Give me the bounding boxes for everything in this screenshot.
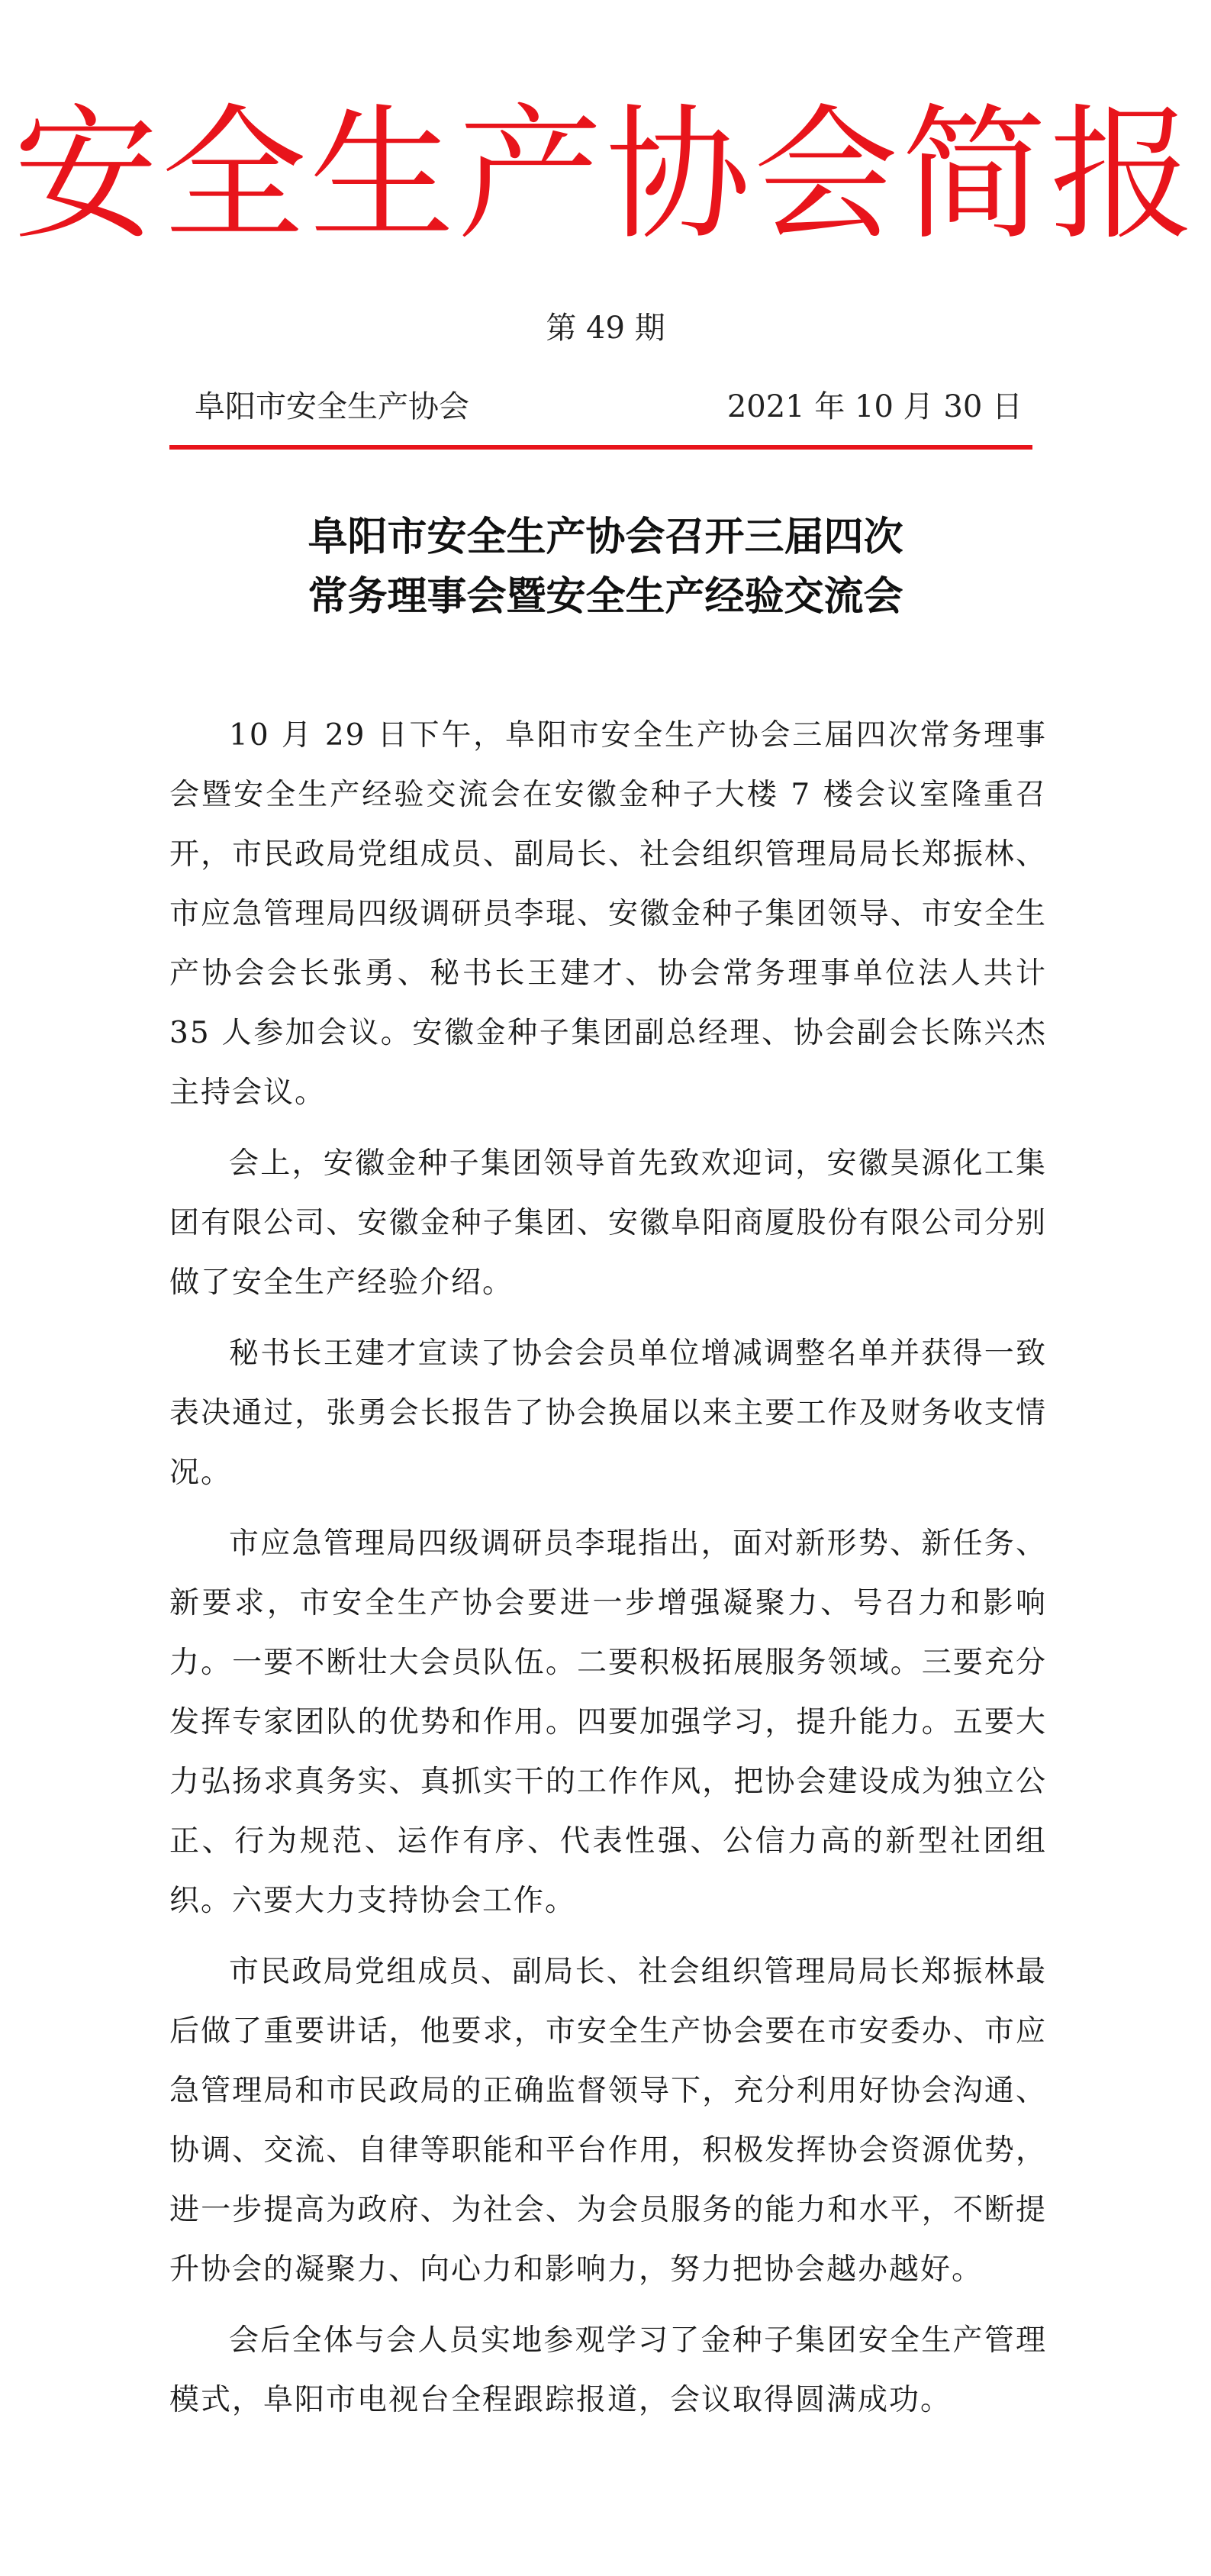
newsletter-masthead-title: 安全生产协会简报	[13, 91, 1198, 260]
issue-number: 第 49 期	[546, 311, 665, 346]
article-paragraph: 会后全体与会人员实地参观学习了金种子集团安全生产管理模式，阜阳市电视台全程跟踪报道，会议取得圆满成功。	[169, 2323, 1047, 2417]
red-divider-line	[169, 445, 1032, 450]
publication-date: 2021 年 10 月 30 日	[726, 389, 1023, 424]
article-paragraph: 会上，安徽金种子集团领导首先致欢迎词，安徽昊源化工集团有限公司、安徽金种子集团、安徽阜阳商厦股份有限公司分别做了安全生产经验介绍。	[169, 1146, 1047, 1300]
article-paragraph: 市应急管理局四级调研员李琨指出，面对新形势、新任务、新要求，市安全生产协会要进一步增强凝聚力、号召力和影响力。一要不断壮大会员队伍。二要积极拓展服务领域。三要充分发挥专家团队的优势和作用。四要加强学习，提升能力。五要大力弘扬求真务实、真抓实干的工作作风，把协会建设成为独立公正、行为规范、运作有序、代表性强、公信力高的新型社团组织。六要大力支持协会工作。	[169, 1527, 1047, 1918]
headline-line-2: 常务理事会暨安全生产经验交流会	[308, 574, 903, 620]
publisher-name: 阜阳市安全生产协会	[195, 389, 469, 424]
article-headline	[0, 508, 1211, 627]
article-paragraph: 市民政局党组成员、副局长、社会组织管理局局长郑振林最后做了重要讲话，他要求，市安全生产协会要在市安委办、市应急管理局和市民政局的正确监督领导下，充分利用好协会沟通、协调、交流、自律等职能和平台作用，积极发挥协会资源优势，进一步提高为政府、为社会、为会员服务的能力和水平，不断提升协会的凝聚力、向心力和影响力，努力把协会越办越好。	[169, 1955, 1047, 2287]
publication-line	[195, 388, 1023, 426]
headline-line-1: 阜阳市安全生产协会召开三届四次	[308, 514, 903, 560]
article-paragraph: 10 月 29 日下午，阜阳市安全生产协会三届四次常务理事会暨安全生产经验交流会在安徽金种子大楼 7 楼会议室隆重召开，市民政局党组成员、副局长、社会组织管理局局长郑振林、市应急管理局四级调研员李琨、安徽金种子集团领导、市安全生产协会会长张勇、秘书长王建才、协会常务理事单位法人共计 35 人参加会议。安徽金种子集团副总经理、协会副会长陈兴杰主持会议。	[169, 718, 1047, 1110]
article-body	[169, 706, 1047, 2442]
article-paragraph: 秘书长王建才宣读了协会会员单位增减调整名单并获得一致表决通过，张勇会长报告了协会换届以来主要工作及财务收支情况。	[169, 1336, 1047, 1490]
